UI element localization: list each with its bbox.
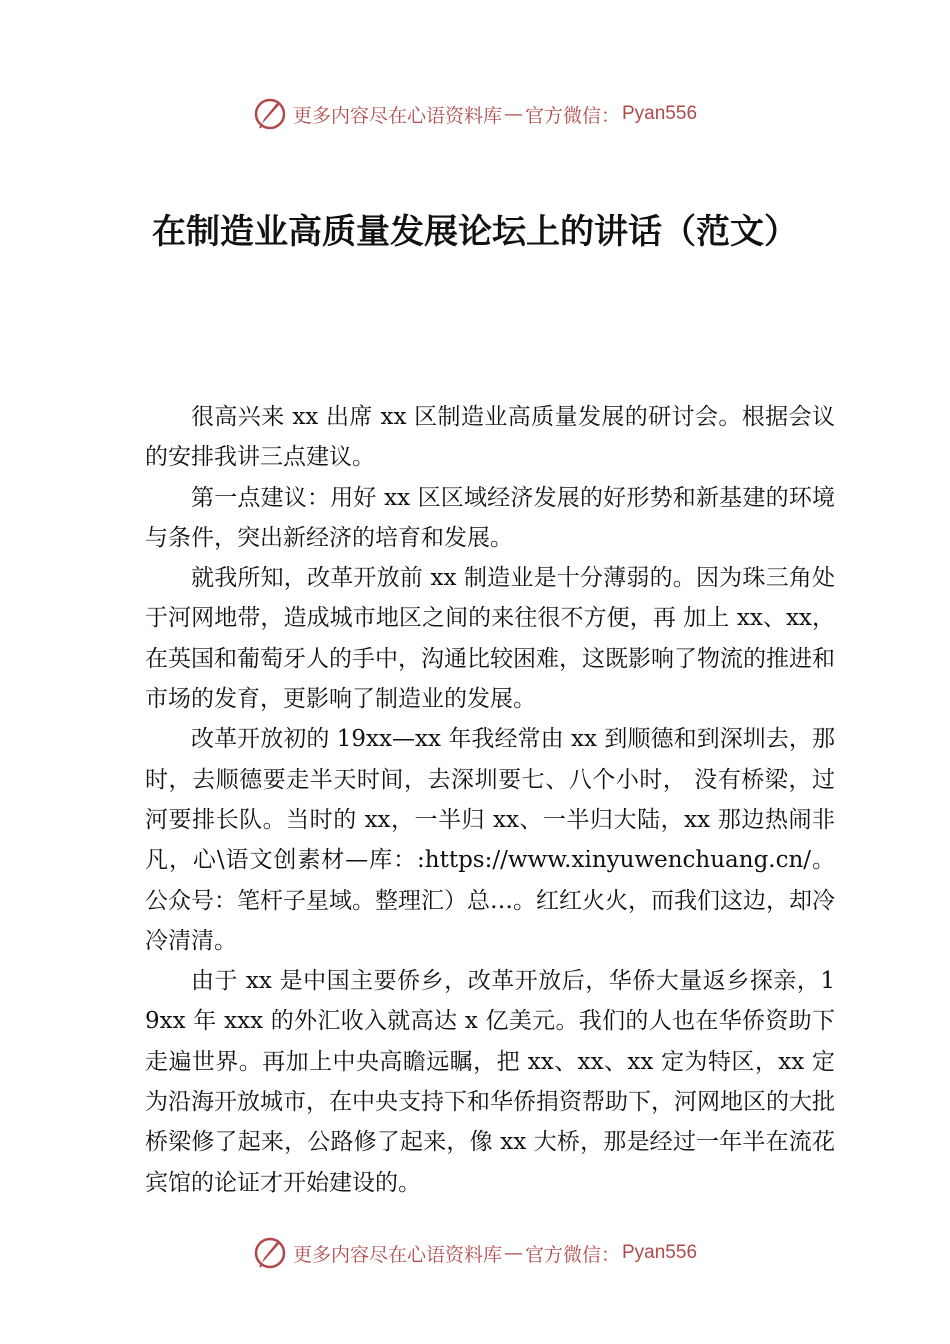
document-title: 在制造业高质量发展论坛上的讲话（范文） [152,212,798,252]
body-paragraph: 很高兴来 xx 出席 xx 区制造业高质量发展的研讨会。根据会议的安排我讲三点建议。 [145,404,835,471]
banner-text: 更多内容尽在心语资料库 [292,104,502,127]
header-banner [0,94,950,134]
document-body [145,397,835,1203]
body-paragraph: 第一点建议：用好 xx 区区域经济发展的好形势和新基建的环境与条件，突出新经济的培育和发展。 [145,484,835,551]
body-paragraph: 就我所知，改革开放前 xx 制造业是十分薄弱的。因为珠三角处于河网地带，造成城市地区之间的来往很不方便，再 加上 xx、xx，在英国和葡萄牙人的手中，沟通比较困难，这既影响了物流的推进和市场的发育，更影响了制造业的发展。 [145,565,835,713]
quill-pen-logo-icon [253,97,287,131]
banner-separator: — [503,1242,523,1264]
footer-banner [0,1233,950,1273]
banner-label: 官方微信： [524,1243,620,1266]
body-paragraph: 由于 xx 是中国主要侨乡，改革开放后，华侨大量返乡探亲，19xx 年 xxx 的外汇收入就高达 x 亿美元。我们的人也在华侨资助下走遍世界。再加上中央高瞻远瞩，把 xx、xx、xx 定为特区，xx 定为沿海开放城市，在中央支持下和华侨捐资帮助下，河网地区的大批桥梁修了起来，公路修了起来，像 xx 大桥，那是经过一年半在流花宾馆的论证才开始建设的。 [145,968,835,1196]
quill-pen-logo-icon [253,1236,287,1270]
banner-separator: — [503,103,523,125]
banner-wechat-id: Pyan556 [622,1242,698,1263]
banner-wechat-id: Pyan556 [622,103,698,124]
body-paragraph: 改革开放初的 19xx—xx 年我经常由 xx 到顺德和到深圳去，那时，去顺德要走半天时间，去深圳要七、八个小时， 没有桥梁，过河要排长队。当时的 xx，一半归 xx、一半归大陆，xx 那边热闹非凡，心\语文创素材—库：:https://www.xinyuwenchuang.cn/。公众号：笔杆子星域。整理汇）总…。红红火火，而我们这边，却冷冷清清。 [145,726,835,954]
banner-label: 官方微信： [524,104,620,127]
banner-text: 更多内容尽在心语资料库 [292,1243,502,1266]
